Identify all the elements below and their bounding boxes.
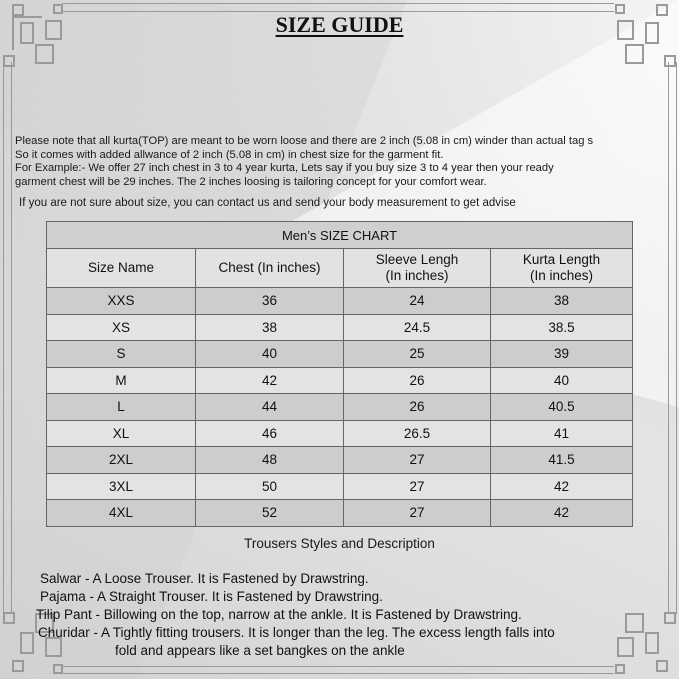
sleeve-cell: 27: [344, 447, 491, 474]
table-row: [47, 473, 633, 500]
kurta-length-cell: 41: [491, 420, 633, 447]
table-row: [47, 314, 633, 341]
trousers-description-list: [36, 570, 555, 660]
chest-cell: 52: [196, 500, 344, 527]
sleeve-cell: 25: [344, 341, 491, 368]
page-title: [0, 12, 679, 38]
trouser-item-churidar-continued: fold and appears like a set bangkes on the ankle: [115, 643, 405, 658]
size-name-cell: XXS: [47, 288, 196, 315]
note-line: So it comes with added allwance of 2 inch (5.08 in cm) in chest size for the garment fit.: [15, 148, 444, 161]
trousers-section-title: Trousers Styles and Description: [244, 536, 435, 551]
table-row: [47, 420, 633, 447]
column-header-chest: Chest (In inches): [196, 249, 344, 288]
size-name-cell: 2XL: [47, 447, 196, 474]
chest-cell: 36: [196, 288, 344, 315]
size-chart-caption: Men’s SIZE CHART: [47, 222, 633, 249]
chest-cell: 38: [196, 314, 344, 341]
kurta-length-cell: 41.5: [491, 447, 633, 474]
kurta-length-cell: 39: [491, 341, 633, 368]
trouser-item-salwar: Salwar - A Loose Trouser. It is Fastened by Drawstring.: [40, 571, 369, 586]
trouser-item-tilip-pant: Tilip Pant - Billowing on the top, narrow at the ankle. It is Fastened by Drawstring.: [36, 607, 522, 622]
trouser-item-churidar: Churidar - A Tightly fitting trousers. It is longer than the leg. The excess length falls into: [38, 625, 555, 640]
kurta-length-cell: 40.5: [491, 394, 633, 421]
column-header-size-name: Size Name: [47, 249, 196, 288]
sleeve-cell: 24.5: [344, 314, 491, 341]
note-line: For Example:- We offer 27 inch chest in 3 to 4 year kurta, Lets say if you buy size 3 to 4 year then your ready: [15, 162, 554, 175]
trouser-item-pajama: Pajama - A Straight Trouser. It is Fastened by Drawstring.: [40, 589, 383, 604]
chest-cell: 40: [196, 341, 344, 368]
column-header-kurta-length: Kurta Length (In inches): [491, 249, 633, 288]
sleeve-cell: 26.5: [344, 420, 491, 447]
sleeve-cell: 24: [344, 288, 491, 315]
table-row: [47, 367, 633, 394]
note-line: garment chest will be 29 inches. The 2 inches loosing is tailoring concept for your comfort wear.: [15, 175, 487, 188]
chest-cell: 42: [196, 367, 344, 394]
table-row: [47, 394, 633, 421]
corner-ornament-bottom-right: [664, 612, 676, 624]
table-row: [47, 447, 633, 474]
chest-cell: 46: [196, 420, 344, 447]
corner-ornament-bottom-left: [3, 612, 15, 624]
size-name-cell: S: [47, 341, 196, 368]
size-name-cell: XL: [47, 420, 196, 447]
size-name-cell: M: [47, 367, 196, 394]
kurta-length-cell: 38: [491, 288, 633, 315]
contact-advise-note: If you are not sure about size, you can contact us and send your body measurement to get advise: [19, 197, 516, 209]
page-title-text: SIZE GUIDE: [275, 12, 404, 37]
size-chart-table: [46, 221, 633, 527]
kurta-length-cell: 38.5: [491, 314, 633, 341]
table-row: [47, 341, 633, 368]
size-notes: [15, 135, 679, 189]
kurta-length-cell: 42: [491, 473, 633, 500]
sleeve-cell: 26: [344, 367, 491, 394]
kurta-length-cell: 42: [491, 500, 633, 527]
sleeve-cell: 27: [344, 473, 491, 500]
size-name-cell: XS: [47, 314, 196, 341]
chest-cell: 44: [196, 394, 344, 421]
note-line: Please note that all kurta(TOP) are meant to be worn loose and there are 2 inch (5.08 in cm) winder than actual tag s: [15, 135, 594, 147]
sleeve-cell: 26: [344, 394, 491, 421]
size-name-cell: 3XL: [47, 473, 196, 500]
chest-cell: 48: [196, 447, 344, 474]
column-header-sleeve-length: Sleeve Lengh (In inches): [344, 249, 491, 288]
table-row: [47, 500, 633, 527]
kurta-length-cell: 40: [491, 367, 633, 394]
sleeve-cell: 27: [344, 500, 491, 527]
table-row: [47, 288, 633, 315]
size-name-cell: L: [47, 394, 196, 421]
chest-cell: 50: [196, 473, 344, 500]
size-name-cell: 4XL: [47, 500, 196, 527]
